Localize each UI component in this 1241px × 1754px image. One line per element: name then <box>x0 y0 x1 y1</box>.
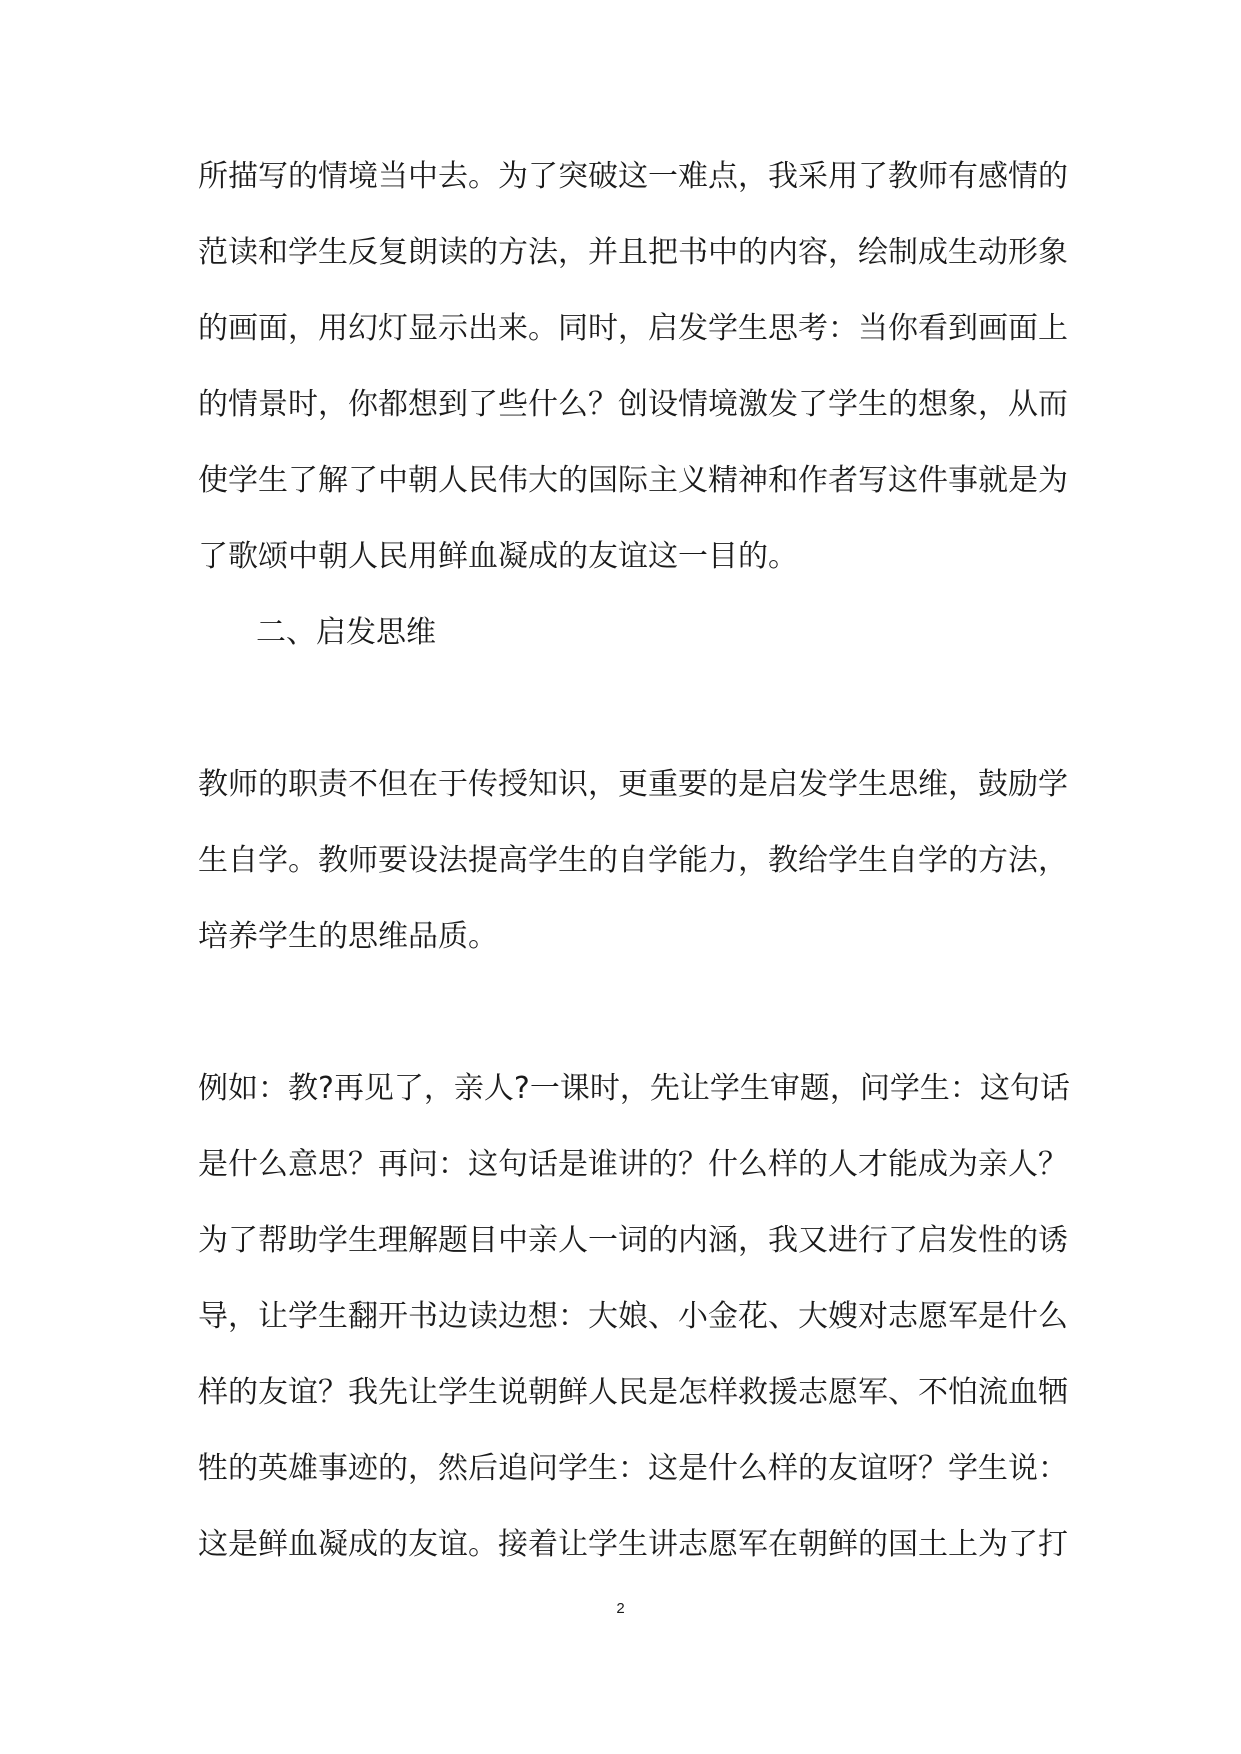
section-heading: 二、启发思维 <box>256 615 436 650</box>
paragraph-3-line-2: 是什么意思？再问：这句话是谁讲的？什么样的人才能成为亲人？ <box>198 1147 1068 1182</box>
paragraph-1-line-3: 的画面，用幻灯显示出来。同时，启发学生思考：当你看到画面上 <box>198 311 1068 346</box>
paragraph-1-line-2: 范读和学生反复朗读的方法，并且把书中的内容，绘制成生动形象 <box>198 235 1068 270</box>
paragraph-3-line-1: 例如：教?再见了，亲人?一课时，先让学生审题，问学生：这句话 <box>198 1071 1070 1106</box>
paragraph-1-line-5: 使学生了解了中朝人民伟大的国际主义精神和作者写这件事就是为 <box>198 463 1068 498</box>
paragraph-2-line-2: 生自学。教师要设法提高学生的自学能力，教给学生自学的方法， <box>198 843 1068 878</box>
paragraph-1-line-4: 的情景时，你都想到了些什么？创设情境激发了学生的想象，从而 <box>198 387 1068 422</box>
paragraph-1-line-1: 所描写的情境当中去。为了突破这一难点，我采用了教师有感情的 <box>198 159 1068 194</box>
paragraph-3-line-7: 这是鲜血凝成的友谊。接着让学生讲志愿军在朝鲜的国土上为了打 <box>198 1527 1068 1562</box>
page-number: 2 <box>616 1600 625 1617</box>
paragraph-3-line-5: 样的友谊？我先让学生说朝鲜人民是怎样救援志愿军、不怕流血牺 <box>198 1375 1068 1410</box>
paragraph-3-line-6: 牲的英雄事迹的，然后追问学生：这是什么样的友谊呀？学生说： <box>198 1451 1068 1486</box>
paragraph-3-line-3: 为了帮助学生理解题目中亲人一词的内涵，我又进行了启发性的诱 <box>198 1223 1068 1258</box>
paragraph-3-line-4: 导，让学生翻开书边读边想：大娘、小金花、大嫂对志愿军是什么 <box>198 1299 1068 1334</box>
paragraph-2-line-1: 教师的职责不但在于传授知识，更重要的是启发学生思维，鼓励学 <box>198 767 1068 802</box>
paragraph-1-line-6: 了歌颂中朝人民用鲜血凝成的友谊这一目的。 <box>198 539 798 574</box>
paragraph-2-line-3: 培养学生的思维品质。 <box>198 919 498 954</box>
